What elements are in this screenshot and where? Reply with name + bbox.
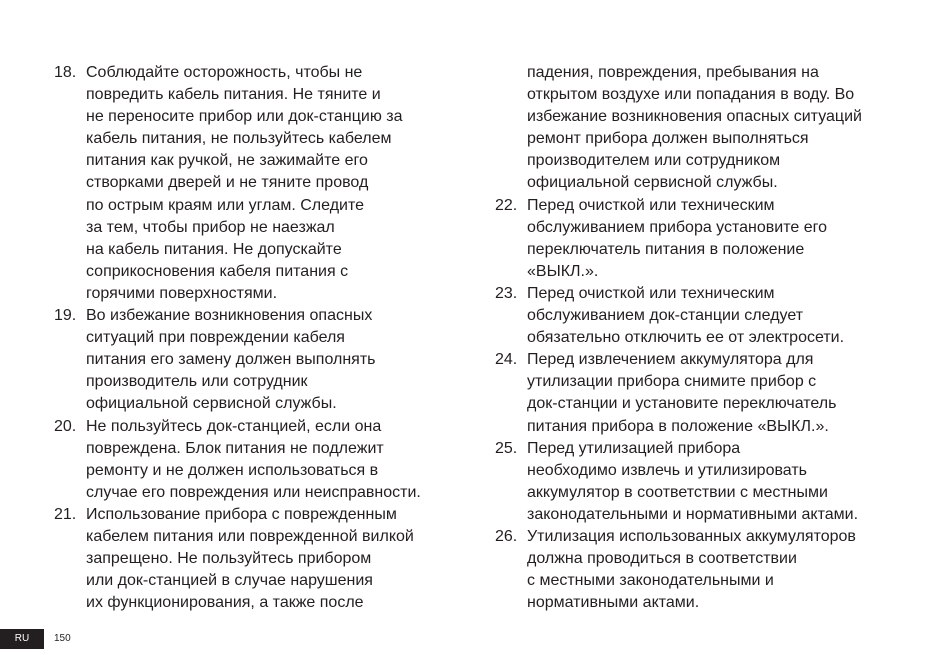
item-text-line: производителем или сотрудником bbox=[527, 152, 781, 170]
item-text-line: официальной сервисной службы. bbox=[527, 174, 778, 192]
item-text-line: утилизации прибора снимите прибор с bbox=[527, 373, 817, 391]
item-text-line: законодательными и нормативными актами. bbox=[527, 505, 859, 523]
item-text-line: Соблюдайте осторожность, чтобы не bbox=[86, 64, 363, 81]
item-number: 26. bbox=[495, 527, 518, 545]
item-number: 21. bbox=[54, 505, 77, 523]
item-text-line: ремонту и не должен использоваться в bbox=[86, 461, 379, 479]
item-text-line: переключатель питания в положение bbox=[527, 240, 805, 258]
item-text-line: падения, повреждения, пребывания на bbox=[527, 64, 819, 81]
item-text-line: обслуживанием прибора установите его bbox=[527, 218, 827, 236]
list-item-24 bbox=[495, 349, 915, 437]
item-text-line: по острым краям или углам. Следите bbox=[86, 196, 365, 214]
item-text-line: должна проводиться в соответствии bbox=[527, 550, 797, 568]
list-item-20 bbox=[54, 416, 464, 504]
item-text-line: производитель или сотрудник bbox=[86, 373, 308, 391]
item-text-line: «ВЫКЛ.». bbox=[527, 262, 599, 280]
item-text-line: запрещено. Не пользуйтесь прибором bbox=[86, 550, 372, 568]
item-text-line: Во избежание возникновения опасных bbox=[86, 307, 373, 325]
item-text-line: случае его повреждения или неисправности. bbox=[86, 483, 421, 501]
item-number: 24. bbox=[495, 351, 518, 369]
item-number: 25. bbox=[495, 439, 518, 457]
item-number: 23. bbox=[495, 284, 518, 302]
item-number: 20. bbox=[54, 417, 77, 435]
item-text-line: обслуживанием док-станции следует bbox=[527, 307, 804, 325]
list-item-26 bbox=[495, 526, 915, 614]
item-text-line: открытом воздухе или попадания в воду. Во bbox=[527, 86, 855, 104]
right-column bbox=[495, 62, 915, 614]
item-text-line: на кабель питания. Не допускайте bbox=[86, 240, 342, 258]
list-item-21 bbox=[54, 504, 464, 614]
item-text-line: Перед утилизацией прибора bbox=[527, 439, 741, 457]
item-text-line: кабель питания, не пользуйтесь кабелем bbox=[86, 130, 392, 148]
language-badge: RU bbox=[0, 629, 44, 649]
item-text-line: питания как ручкой, не зажимайте его bbox=[86, 152, 368, 170]
item-number: 22. bbox=[495, 196, 518, 214]
item-text-line: официальной сервисной службы. bbox=[86, 395, 337, 413]
item-text-line: ремонт прибора должен выполняться bbox=[527, 130, 809, 148]
list-item-18 bbox=[54, 62, 464, 305]
item-text-line: их функционирования, а также после bbox=[86, 594, 364, 612]
list-item-23 bbox=[495, 283, 915, 349]
item-text-line: аккумулятор в соответствии с местными bbox=[527, 483, 828, 501]
item-number: 19. bbox=[54, 307, 77, 325]
list-item-25 bbox=[495, 438, 915, 526]
item-text-line: кабелем питания или поврежденной вилкой bbox=[86, 527, 414, 545]
item-text-line: Перед очисткой или техническим bbox=[527, 284, 775, 302]
list-item-22 bbox=[495, 195, 915, 283]
left-column bbox=[54, 62, 464, 614]
item-text-line: ситуаций при повреждении кабеля bbox=[86, 329, 345, 347]
item-text-line: створками дверей и не тяните провод bbox=[86, 174, 369, 192]
item-text-line: док-станции и установите переключатель bbox=[527, 395, 837, 413]
item-text-line: повредить кабель питания. Не тяните и bbox=[86, 86, 381, 104]
list-item-21-continuation bbox=[495, 62, 915, 195]
item-text-line: горячими поверхностями. bbox=[86, 284, 278, 302]
item-text-line: питания его замену должен выполнять bbox=[86, 351, 376, 369]
item-text-line: избежание возникновения опасных ситуаций bbox=[527, 108, 862, 126]
item-text-line: или док-станцией в случае нарушения bbox=[86, 572, 373, 590]
item-text-line: питания прибора в положение «ВЫКЛ.». bbox=[527, 417, 829, 435]
page-number: 150 bbox=[54, 633, 71, 644]
item-text-line: Не пользуйтесь док-станцией, если она bbox=[86, 417, 382, 435]
item-text-line: Перед извлечением аккумулятора для bbox=[527, 351, 814, 369]
item-text-line: соприкосновения кабеля питания с bbox=[86, 262, 349, 280]
item-text-line: не переносите прибор или док-станцию за bbox=[86, 108, 403, 126]
item-number: 18. bbox=[54, 64, 77, 81]
item-text-line: Перед очисткой или техническим bbox=[527, 196, 775, 214]
item-text-line: повреждена. Блок питания не подлежит bbox=[86, 439, 384, 457]
item-text-line: за тем, чтобы прибор не наезжал bbox=[86, 218, 335, 236]
list-item-19 bbox=[54, 305, 464, 415]
item-text-line: с местными законодательными и bbox=[527, 572, 774, 590]
item-text-line: необходимо извлечь и утилизировать bbox=[527, 461, 807, 479]
item-text-line: Использование прибора с поврежденным bbox=[86, 505, 397, 523]
item-text-line: Утилизация использованных аккумуляторов bbox=[527, 527, 856, 545]
item-text-line: нормативными актами. bbox=[527, 594, 700, 612]
item-text-line: обязательно отключить ее от электросети. bbox=[527, 329, 845, 347]
